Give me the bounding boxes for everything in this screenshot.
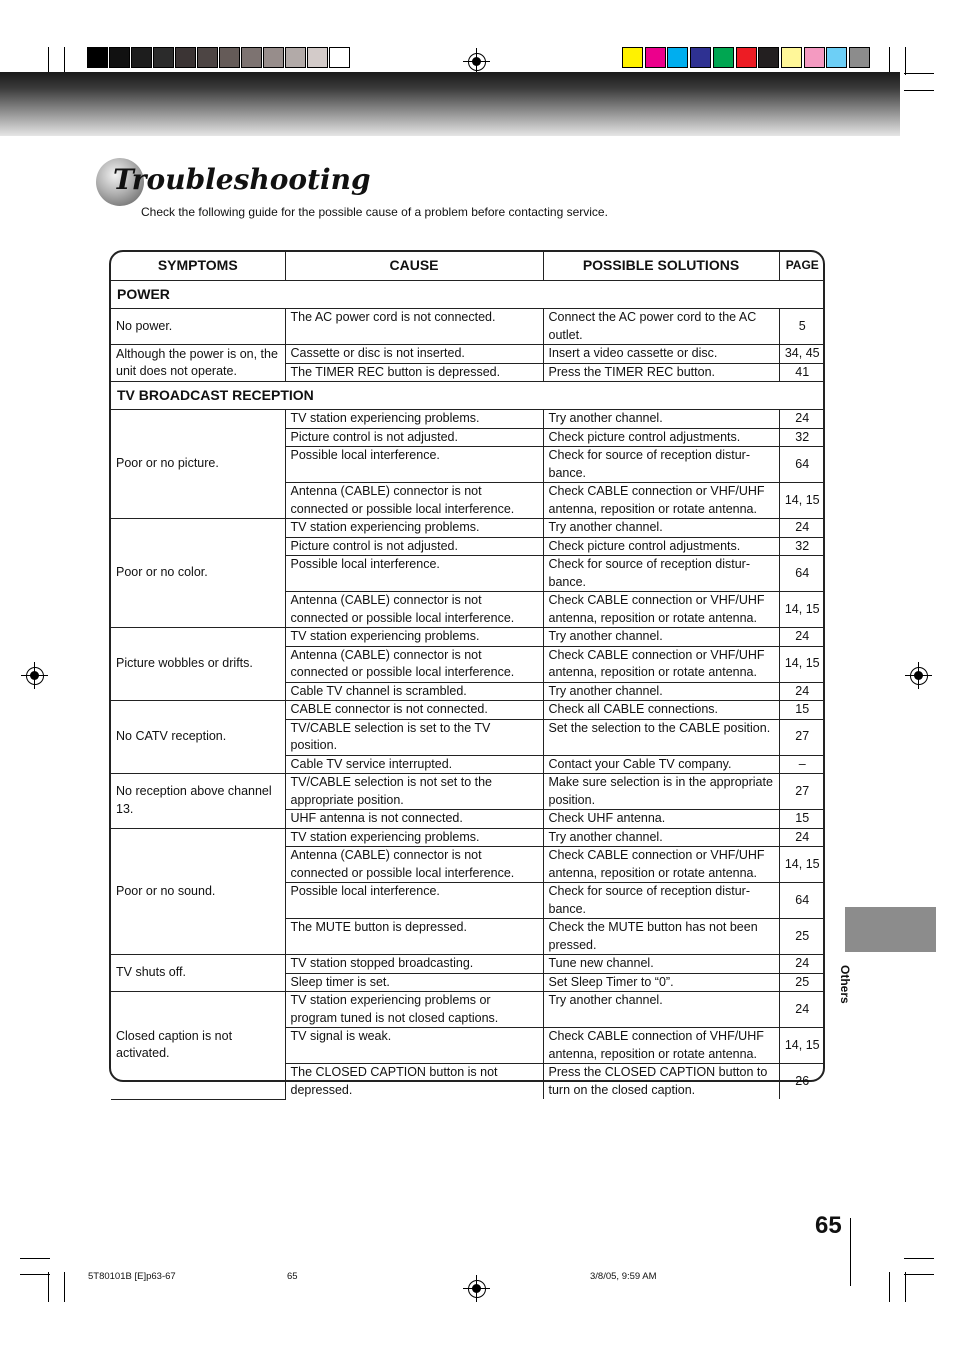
footer-doc-code: 5T80101B [E]p63-67 <box>88 1271 176 1282</box>
table-header-row <box>111 252 825 281</box>
solution-cell: Set the selection to the CABLE position. <box>543 719 779 755</box>
page-ref-cell: 32 <box>779 537 825 556</box>
solution-cell: Try another channel. <box>543 410 779 429</box>
gray-swatch <box>175 47 196 68</box>
footer-page: 65 <box>287 1271 298 1282</box>
cause-cell: TV station experiencing problems. <box>285 828 543 847</box>
section-row <box>111 281 825 309</box>
table-row <box>111 701 825 720</box>
page-ref-cell: 32 <box>779 428 825 447</box>
solution-cell: Connect the AC power cord to the AC outlet. <box>543 309 779 345</box>
page-ref-cell: 24 <box>779 519 825 538</box>
section-tab-label: Others <box>838 965 852 1004</box>
page-ref-cell: 64 <box>779 447 825 483</box>
column-header-solutions: POSSIBLE SOLUTIONS <box>543 252 779 281</box>
symptom-cell: Poor or no color. <box>111 519 285 628</box>
gray-swatch <box>87 47 108 68</box>
registration-mark-icon <box>910 667 928 685</box>
solution-cell: Try another channel. <box>543 992 779 1028</box>
cause-cell: Possible local interference. <box>285 883 543 919</box>
solution-cell: Contact your Cable TV company. <box>543 755 779 774</box>
cause-cell: Cassette or disc is not inserted. <box>285 345 543 364</box>
cause-cell: TV station experiencing problems. <box>285 519 543 538</box>
solution-cell: Press the TIMER REC button. <box>543 363 779 382</box>
page-ref-cell: 27 <box>779 719 825 755</box>
symptom-cell: No power. <box>111 309 285 345</box>
solution-cell: Check CABLE connection of VHF/UHF antenna, reposition or rotate antenna. <box>543 1028 779 1064</box>
solution-cell: Check all CABLE connections. <box>543 701 779 720</box>
cause-cell: TV station stopped broadcasting. <box>285 955 543 974</box>
symptom-cell: Picture wobbles or drifts. <box>111 628 285 701</box>
color-swatch <box>645 47 666 68</box>
page-ref-cell: 64 <box>779 556 825 592</box>
page-ref-cell: 14, 15 <box>779 592 825 628</box>
solution-cell: Try another channel. <box>543 628 779 647</box>
solution-cell: Try another channel. <box>543 682 779 701</box>
page-number: 65 <box>815 1212 842 1239</box>
page-ref-cell: 24 <box>779 682 825 701</box>
cause-cell: Picture control is not adjusted. <box>285 428 543 447</box>
solution-cell: Check UHF antenna. <box>543 810 779 829</box>
page-ref-cell: 34, 45 <box>779 345 825 364</box>
table-row <box>111 628 825 647</box>
color-swatch <box>736 47 757 68</box>
cause-cell: Antenna (CABLE) connector is not connected or possible local interference. <box>285 646 543 682</box>
column-header-page: PAGE <box>779 252 825 281</box>
crop-mark <box>905 47 906 75</box>
crop-mark <box>20 1274 50 1275</box>
crop-mark <box>904 1258 934 1259</box>
crop-mark <box>889 47 890 75</box>
color-swatch <box>690 47 711 68</box>
page-ref-cell: – <box>779 755 825 774</box>
crop-mark <box>64 1272 65 1302</box>
page-ref-cell: 14, 15 <box>779 483 825 519</box>
crop-mark <box>904 1274 934 1275</box>
column-header-symptoms: SYMPTOMS <box>111 252 285 281</box>
symptom-cell: Although the power is on, the unit does not operate. <box>111 345 285 382</box>
symptom-cell: No reception above channel 13. <box>111 774 285 829</box>
crop-mark <box>48 47 49 75</box>
symptom-cell: No CATV reception. <box>111 701 285 774</box>
cause-cell: TV station experiencing problems or program tuned is not closed captions. <box>285 992 543 1028</box>
color-swatch <box>826 47 847 68</box>
cause-cell: The MUTE button is depressed. <box>285 919 543 955</box>
table-row <box>111 955 825 974</box>
cause-cell: UHF antenna is not connected. <box>285 810 543 829</box>
page-ref-cell: 15 <box>779 810 825 829</box>
page-ref-cell: 5 <box>779 309 825 345</box>
solution-cell: Check CABLE connection or VHF/UHF antenna, reposition or rotate antenna. <box>543 646 779 682</box>
footer-timestamp: 3/8/05, 9:59 AM <box>590 1271 657 1282</box>
table-row <box>111 345 825 364</box>
table-row <box>111 828 825 847</box>
cause-cell: TV signal is weak. <box>285 1028 543 1064</box>
solution-cell: Check for source of reception distur- bance. <box>543 447 779 483</box>
cause-cell: TV/CABLE selection is set to the TV position. <box>285 719 543 755</box>
gray-swatch <box>307 47 328 68</box>
cause-cell: Antenna (CABLE) connector is not connected or possible local interference. <box>285 592 543 628</box>
page-ref-cell: 26 <box>779 1064 825 1100</box>
cause-cell: TV station experiencing problems. <box>285 628 543 647</box>
gray-swatch <box>263 47 284 68</box>
solution-cell: Set Sleep Timer to “0”. <box>543 973 779 992</box>
solution-cell: Check CABLE connection or VHF/UHF antenna, reposition or rotate antenna. <box>543 483 779 519</box>
gray-swatch <box>219 47 240 68</box>
page-ref-cell: 25 <box>779 919 825 955</box>
color-swatch <box>758 47 779 68</box>
gray-swatch <box>329 47 350 68</box>
cause-cell: Picture control is not adjusted. <box>285 537 543 556</box>
cause-cell: Possible local interference. <box>285 447 543 483</box>
color-swatch <box>622 47 643 68</box>
page-title: Troubleshooting <box>113 163 371 196</box>
solution-cell: Check CABLE connection or VHF/UHF antenna, reposition or rotate antenna. <box>543 592 779 628</box>
solution-cell: Check picture control adjustments. <box>543 537 779 556</box>
gray-swatch <box>153 47 174 68</box>
cause-cell: TV station experiencing problems. <box>285 410 543 429</box>
cause-cell: The TIMER REC button is depressed. <box>285 363 543 382</box>
gray-swatch <box>285 47 306 68</box>
table-body <box>111 281 825 1100</box>
crop-mark <box>20 1258 50 1259</box>
crop-mark <box>48 1272 49 1302</box>
section-tab <box>845 907 936 952</box>
table-row <box>111 410 825 429</box>
cause-cell: Sleep timer is set. <box>285 973 543 992</box>
symptom-cell: Poor or no sound. <box>111 828 285 955</box>
cause-cell: Possible local interference. <box>285 556 543 592</box>
cause-cell: The CLOSED CAPTION button is not depressed. <box>285 1064 543 1100</box>
page-ref-cell: 14, 15 <box>779 1028 825 1064</box>
page-ref-cell: 14, 15 <box>779 646 825 682</box>
symptom-cell: TV shuts off. <box>111 955 285 992</box>
page-ref-cell: 24 <box>779 955 825 974</box>
page-ref-cell: 24 <box>779 828 825 847</box>
color-swatch <box>667 47 688 68</box>
color-swatch <box>849 47 870 68</box>
cause-cell: TV/CABLE selection is not set to the appropriate position. <box>285 774 543 810</box>
color-swatch <box>781 47 802 68</box>
solution-cell: Press the CLOSED CAPTION button to turn on the closed caption. <box>543 1064 779 1100</box>
cause-cell: Cable TV service interrupted. <box>285 755 543 774</box>
section-title: POWER <box>111 281 825 309</box>
page-ref-cell: 15 <box>779 701 825 720</box>
solution-cell: Try another channel. <box>543 519 779 538</box>
troubleshooting-table <box>111 252 825 1100</box>
solution-cell: Check for source of reception distur- bance. <box>543 556 779 592</box>
page-ref-cell: 24 <box>779 628 825 647</box>
page-edge-rule <box>850 1218 851 1286</box>
registration-mark-icon <box>468 53 486 71</box>
column-header-cause: CAUSE <box>285 252 543 281</box>
solution-cell: Tune new channel. <box>543 955 779 974</box>
cause-cell: CABLE connector is not connected. <box>285 701 543 720</box>
solution-cell: Insert a video cassette or disc. <box>543 345 779 364</box>
section-title: TV BROADCAST RECEPTION <box>111 382 825 410</box>
solution-cell: Check picture control adjustments. <box>543 428 779 447</box>
page-ref-cell: 27 <box>779 774 825 810</box>
gray-swatch <box>131 47 152 68</box>
page-ref-cell: 24 <box>779 410 825 429</box>
page-ref-cell: 25 <box>779 973 825 992</box>
table-row <box>111 309 825 345</box>
symptom-cell: Poor or no picture. <box>111 410 285 519</box>
gray-swatch <box>197 47 218 68</box>
page-ref-cell: 14, 15 <box>779 847 825 883</box>
page-ref-cell: 64 <box>779 883 825 919</box>
crop-mark <box>904 73 934 74</box>
cause-cell: Antenna (CABLE) connector is not connected or possible local interference. <box>285 847 543 883</box>
cause-cell: Cable TV channel is scrambled. <box>285 682 543 701</box>
solution-cell: Check the MUTE button has not been pressed. <box>543 919 779 955</box>
gray-swatch <box>109 47 130 68</box>
section-row <box>111 382 825 410</box>
troubleshooting-table-frame <box>109 250 825 1097</box>
intro-text: Check the following guide for the possible cause of a problem before contacting service. <box>141 205 608 219</box>
symptom-cell: Closed caption is not activated. <box>111 992 285 1100</box>
table-row <box>111 992 825 1028</box>
crop-mark <box>889 1272 890 1302</box>
registration-mark-icon <box>468 1280 486 1298</box>
solution-cell: Try another channel. <box>543 828 779 847</box>
header-band <box>0 72 900 136</box>
table-row <box>111 519 825 538</box>
cause-cell: The AC power cord is not connected. <box>285 309 543 345</box>
crop-mark <box>904 90 934 91</box>
solution-cell: Check CABLE connection or VHF/UHF antenna, reposition or rotate antenna. <box>543 847 779 883</box>
color-swatch <box>804 47 825 68</box>
gray-swatch <box>241 47 262 68</box>
crop-mark <box>64 47 65 75</box>
registration-mark-icon <box>26 667 44 685</box>
solution-cell: Check for source of reception distur- bance. <box>543 883 779 919</box>
page-ref-cell: 24 <box>779 992 825 1028</box>
table-row <box>111 774 825 810</box>
crop-mark <box>905 1272 906 1302</box>
cause-cell: Antenna (CABLE) connector is not connected or possible local interference. <box>285 483 543 519</box>
color-swatch <box>713 47 734 68</box>
solution-cell: Make sure selection is in the appropriate position. <box>543 774 779 810</box>
page-ref-cell: 41 <box>779 363 825 382</box>
